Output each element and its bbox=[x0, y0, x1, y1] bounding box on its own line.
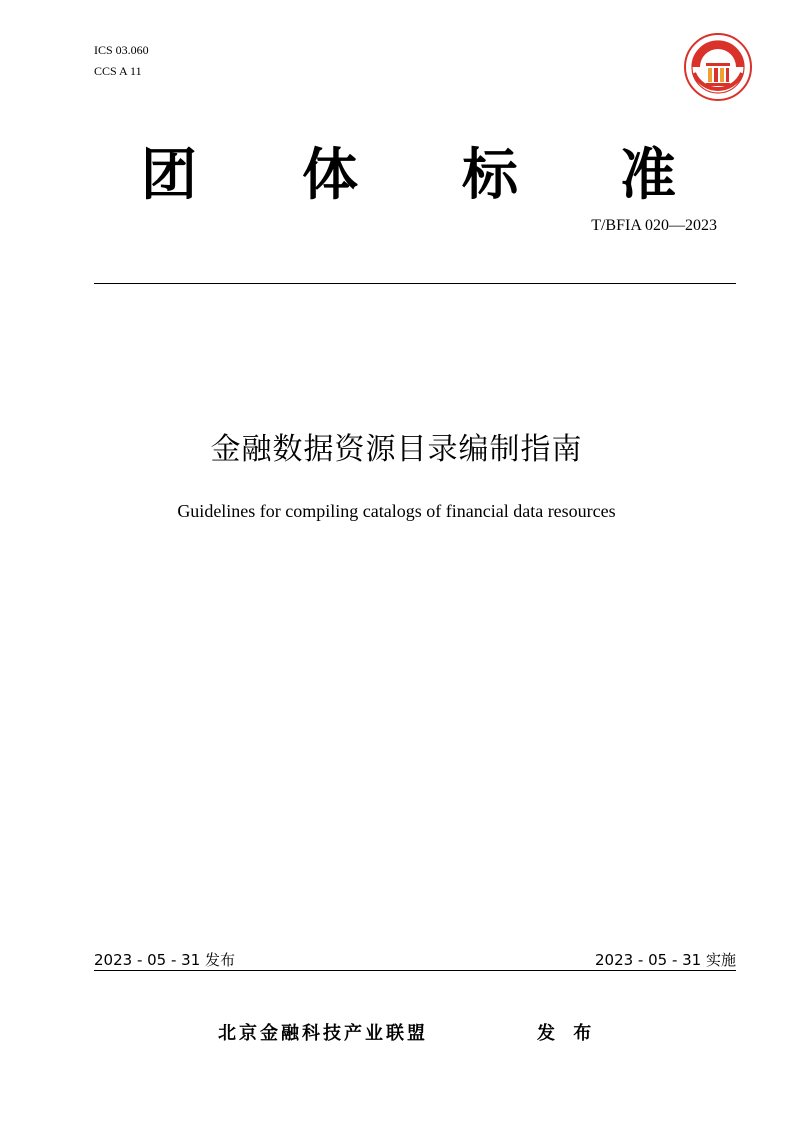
classification-codes bbox=[94, 40, 149, 82]
issuer-name: 北京金融科技产业联盟 bbox=[218, 1023, 428, 1044]
title-chinese: 金融数据资源目录编制指南 bbox=[210, 432, 583, 467]
publish-date: 2023 - 05 - 31 发布 bbox=[94, 951, 236, 969]
top-divider bbox=[94, 283, 736, 284]
title-english: Guidelines for compiling catalogs of financial data resources bbox=[177, 501, 616, 521]
implement-date: 2023 - 05 - 31 实施 bbox=[594, 951, 736, 969]
bottom-divider bbox=[94, 970, 736, 971]
doc-type-char: 标 bbox=[462, 143, 518, 208]
ccs-code: CCS A 11 bbox=[94, 64, 142, 78]
standard-number: T/BFIA 020—2023 bbox=[591, 217, 717, 234]
alliance-emblem-icon bbox=[684, 33, 752, 101]
doc-type-char: 准 bbox=[620, 143, 676, 208]
ics-code: ICS 03.060 bbox=[94, 43, 149, 57]
document-type-heading bbox=[0, 136, 793, 216]
issue-action: 发 布 bbox=[537, 1023, 598, 1044]
doc-type-char: 团 bbox=[141, 143, 197, 208]
doc-type-char: 体 bbox=[302, 143, 358, 208]
